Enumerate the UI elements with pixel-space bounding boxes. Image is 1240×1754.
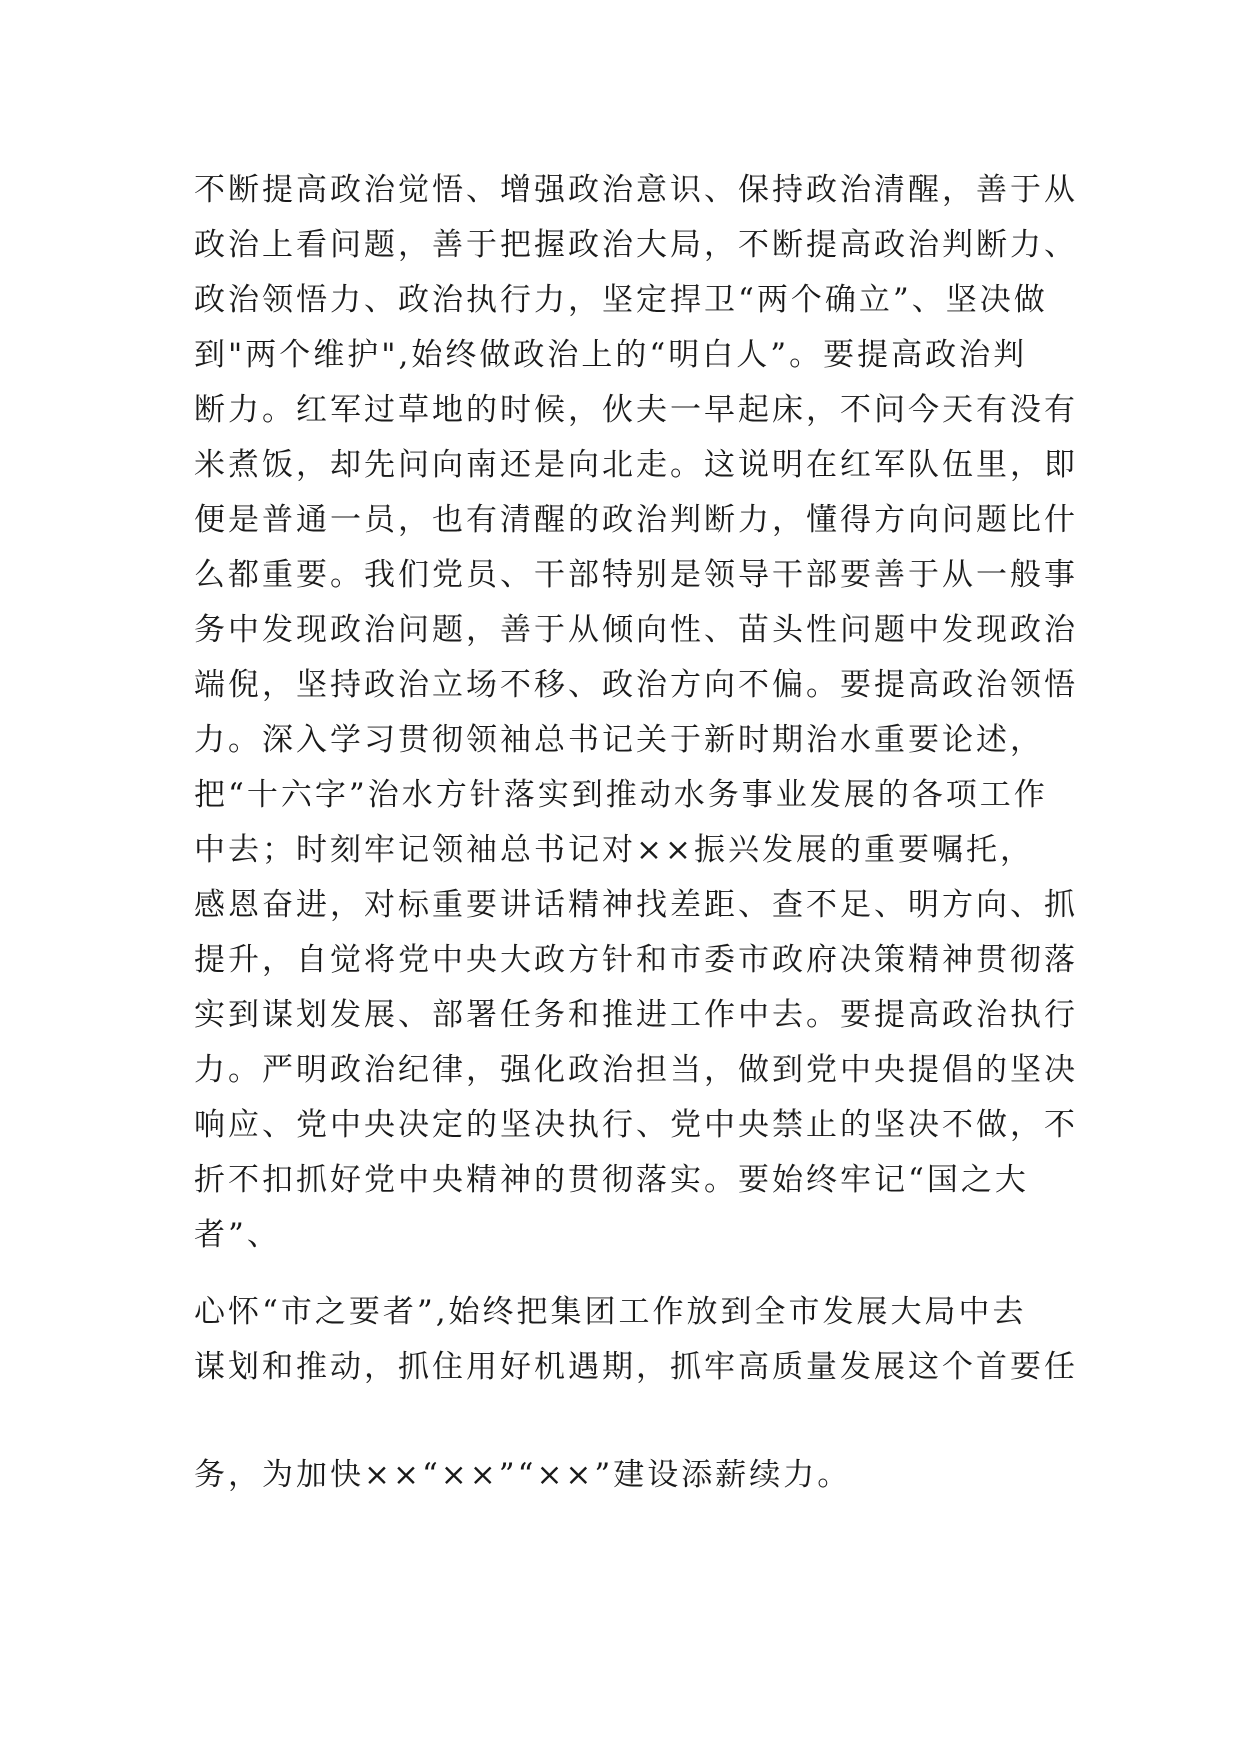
text-line: 提升，自觉将党中央大政方针和市委市政府决策精神贯彻落 bbox=[194, 942, 1078, 978]
text-line: 把“十六字”治水方针落实到推动水务事业发展的各项工作 bbox=[194, 777, 1048, 813]
text-line: 实到谋划发展、部署任务和推进工作中去。要提高政治执行 bbox=[194, 997, 1078, 1033]
text-line: 谋划和推动，抓住用好机遇期，抓牢高质量发展这个首要任 bbox=[194, 1349, 1078, 1385]
text-line: 到"两个维护",始终做政治上的“明白人”。要提高政治判 bbox=[194, 337, 1028, 373]
text-line: 中去；时刻牢记领袖总书记对××振兴发展的重要嘱托， bbox=[194, 832, 1034, 868]
text-line: 折不扣抓好党中央精神的贯彻落实。要始终牢记“国之大 bbox=[194, 1162, 1029, 1198]
text-line: 政治领悟力、政治执行力，坚定捍卫“两个确立”、坚决做 bbox=[194, 282, 1048, 318]
text-line: 力。深入学习贯彻领袖总书记关于新时期治水重要论述， bbox=[194, 722, 1044, 758]
text-line: 响应、党中央决定的坚决执行、党中央禁止的坚决不做，不 bbox=[194, 1107, 1078, 1143]
text-line: 心怀“市之要者”,始终把集团工作放到全市发展大局中去 bbox=[194, 1294, 1027, 1330]
text-line: 务中发现政治问题，善于从倾向性、苗头性问题中发现政治 bbox=[194, 612, 1078, 648]
text-line: 便是普通一员，也有清醒的政治判断力，懂得方向问题比什 bbox=[194, 502, 1078, 538]
text-line: 力。严明政治纪律，强化政治担当，做到党中央提倡的坚决 bbox=[194, 1052, 1078, 1088]
text-line: 不断提高政治觉悟、增强政治意识、保持政治清醒，善于从 bbox=[194, 172, 1078, 208]
text-line: 么都重要。我们党员、干部特别是领导干部要善于从一般事 bbox=[194, 557, 1078, 593]
text-line: 政治上看问题，善于把握政治大局，不断提高政治判断力、 bbox=[194, 227, 1078, 263]
text-line: 米煮饭，却先问向南还是向北走。这说明在红军队伍里，即 bbox=[194, 447, 1078, 483]
text-line: 断力。红军过草地的时候，伙夫一早起床，不问今天有没有 bbox=[194, 392, 1078, 428]
text-line: 务，为加快××“××”“××”建设添薪续力。 bbox=[194, 1457, 852, 1493]
text-line: 者”、 bbox=[194, 1217, 281, 1253]
text-line: 端倪，坚持政治立场不移、政治方向不偏。要提高政治领悟 bbox=[194, 667, 1078, 703]
text-line: 感恩奋进，对标重要讲话精神找差距、查不足、明方向、抓 bbox=[194, 887, 1078, 923]
